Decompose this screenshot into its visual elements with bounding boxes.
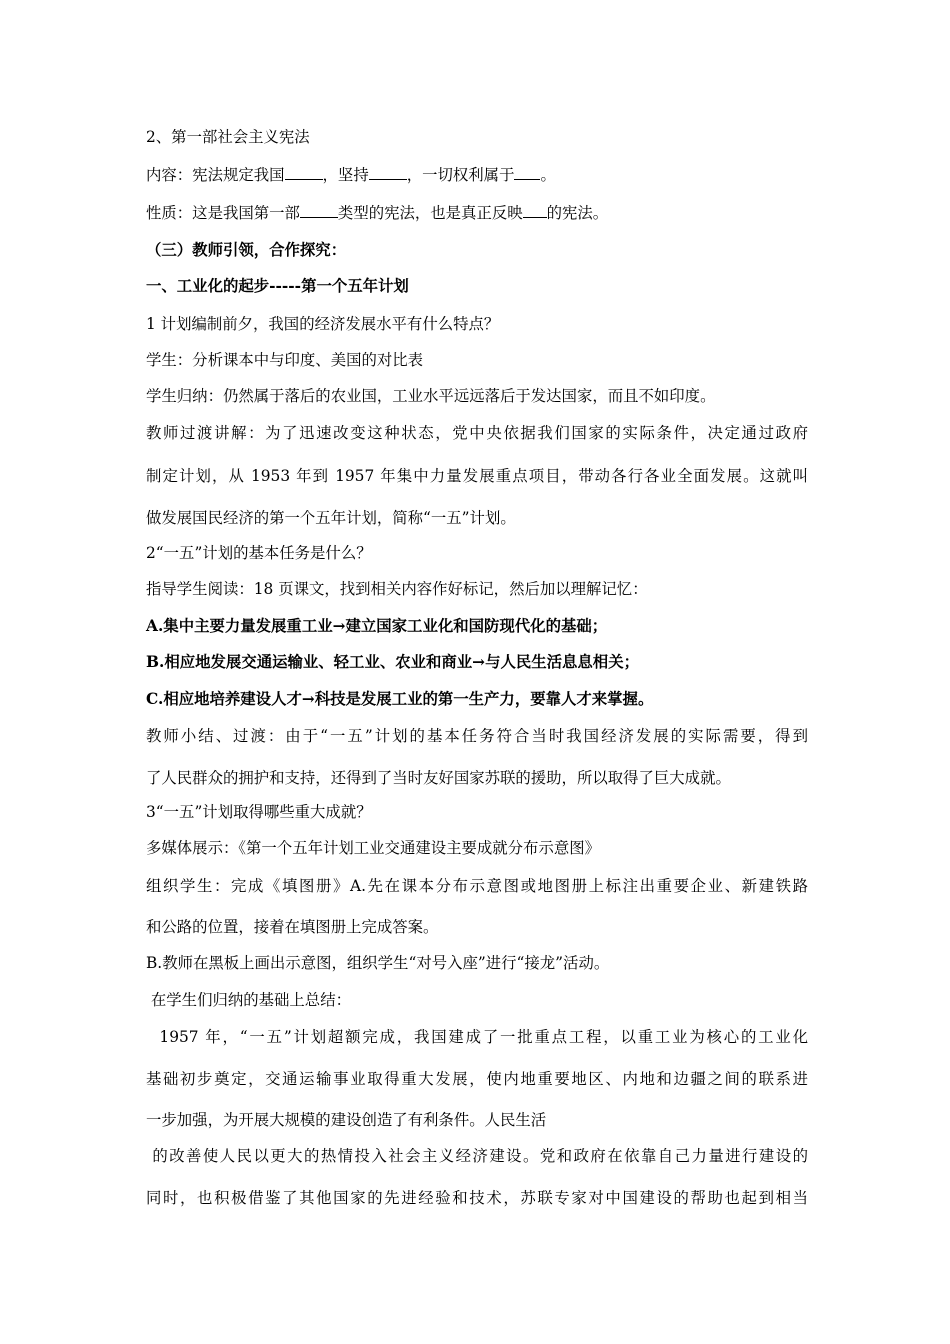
question-3 — [146, 802, 808, 822]
paragraph-line — [146, 917, 808, 937]
text-run: 的宪法。 — [546, 204, 609, 222]
paragraph-line — [146, 1027, 808, 1047]
text-run: 学生：分析课本中与印度、美国的对比表 — [146, 351, 424, 369]
paragraph-line — [146, 1110, 808, 1130]
text-run: 制定计划，从 1953 年到 1957 年集中力量发展重点项目，带动各行各业全面发展。这就叫 — [146, 467, 808, 485]
text-run: C.相应地培养建设人才→科技是发展工业的第一生产力，要靠人才来掌握。 — [146, 690, 654, 708]
text-run: B.教师在黑板上画出示意图，组织学生“对号入座”进行“接龙”活动。 — [146, 954, 610, 972]
fill-blank — [369, 165, 407, 180]
paragraph-line — [146, 876, 808, 896]
text-run: 1 计划编制前夕，我国的经济发展水平有什么特点？ — [146, 315, 500, 333]
paragraph-line — [146, 386, 808, 406]
paragraph-line — [146, 1188, 808, 1208]
text-run: 性质：这是我国第一部 — [146, 204, 300, 222]
fill-blank — [285, 165, 323, 180]
constitution-nature-line — [146, 203, 808, 223]
fill-blank — [523, 203, 547, 218]
paragraph-line — [146, 466, 808, 486]
task-item-a — [146, 616, 808, 636]
task-item-b — [146, 652, 808, 672]
text-run: B.相应地发展交通运输业、轻工业、农业和商业→与人民生活息息相关； — [146, 653, 639, 671]
constitution-content-line — [146, 165, 808, 185]
text-run: 做发展国民经济的第一个五年计划，简称“一五”计划。 — [146, 509, 516, 527]
task-item-c — [146, 689, 808, 709]
text-run: 一、工业化的起步-----第一个五年计划 — [146, 277, 409, 295]
text-run: 基础初步奠定，交通运输事业取得重大发展，使内地重要地区、内地和边疆之间的联系进 — [146, 1070, 808, 1088]
text-run: ，坚持 — [322, 166, 369, 184]
paragraph-line — [146, 350, 808, 370]
paragraph-line — [146, 838, 808, 858]
text-run: 2、第一部社会主义宪法 — [146, 128, 310, 146]
text-run: 多媒体展示：《第一个五年计划工业交通建设主要成就分布示意图》 — [146, 839, 601, 857]
fill-blank — [514, 165, 540, 180]
text-run: 教师小结、过渡：由于“一五”计划的基本任务符合当时我国经济发展的实际需要，得到 — [146, 727, 808, 745]
paragraph-line — [146, 1146, 808, 1166]
text-run: 在学生们归纳的基础上总结： — [146, 991, 351, 1009]
fill-blank — [300, 203, 338, 218]
paragraph-line — [146, 579, 808, 599]
text-run: 3“一五”计划取得哪些重大成就？ — [146, 803, 372, 821]
paragraph-line — [146, 990, 808, 1010]
question-2 — [146, 543, 808, 563]
section-heading-teacher-guide — [146, 240, 808, 260]
text-run: ，一切权利属于 — [406, 166, 515, 184]
question-1 — [146, 314, 808, 334]
text-run: 同时，也积极借鉴了其他国家的先进经验和技术，苏联专家对中国建设的帮助也起到相当 — [146, 1189, 808, 1207]
paragraph-line — [146, 1069, 808, 1089]
text-run: 2“一五”计划的基本任务是什么？ — [146, 544, 372, 562]
text-run: 类型的宪法，也是真正反映 — [337, 204, 523, 222]
paragraph-line — [146, 953, 808, 973]
paragraph-line — [146, 768, 808, 788]
text-run: 的改善使人民以更大的热情投入社会主义经济建设。党和政府在依靠自己力量进行建设的 — [146, 1147, 808, 1165]
text-run: 指导学生阅读：18 页课文，找到相关内容作好标记，然后加以理解记忆： — [146, 580, 648, 598]
section-heading-industrialization — [146, 276, 808, 296]
text-run: 。 — [540, 166, 556, 184]
text-run: 1957 年，“一五”计划超额完成，我国建成了一批重点工程，以重工业为核心的工业化 — [146, 1028, 808, 1046]
text-run: 学生归纳：仍然属于落后的农业国，工业水平远远落后于发达国家，而且不如印度。 — [146, 387, 716, 405]
constitution-heading — [146, 127, 808, 147]
paragraph-line — [146, 726, 808, 746]
paragraph-line — [146, 508, 808, 528]
document-page — [146, 0, 808, 1344]
text-run: 了人民群众的拥护和支持，还得到了当时友好国家苏联的援助，所以取得了巨大成就。 — [146, 769, 731, 787]
text-run: 组织学生：完成《填图册》A.先在课本分布示意图或地图册上标注出重要企业、新建铁路 — [146, 877, 808, 895]
text-run: （三）教师引领，合作探究： — [146, 241, 347, 259]
text-run: 教师过渡讲解：为了迅速改变这种状态，党中央依据我们国家的实际条件，决定通过政府 — [146, 424, 808, 442]
text-run: 一步加强，为开展大规模的建设创造了有利条件。人民生活 — [146, 1111, 547, 1129]
text-run: 内容：宪法规定我国 — [146, 166, 285, 184]
paragraph-line — [146, 423, 808, 443]
text-run: 和公路的位置，接着在填图册上完成答案。 — [146, 918, 439, 936]
text-run: A.集中主要力量发展重工业→建立国家工业化和国防现代化的基础； — [146, 617, 608, 635]
